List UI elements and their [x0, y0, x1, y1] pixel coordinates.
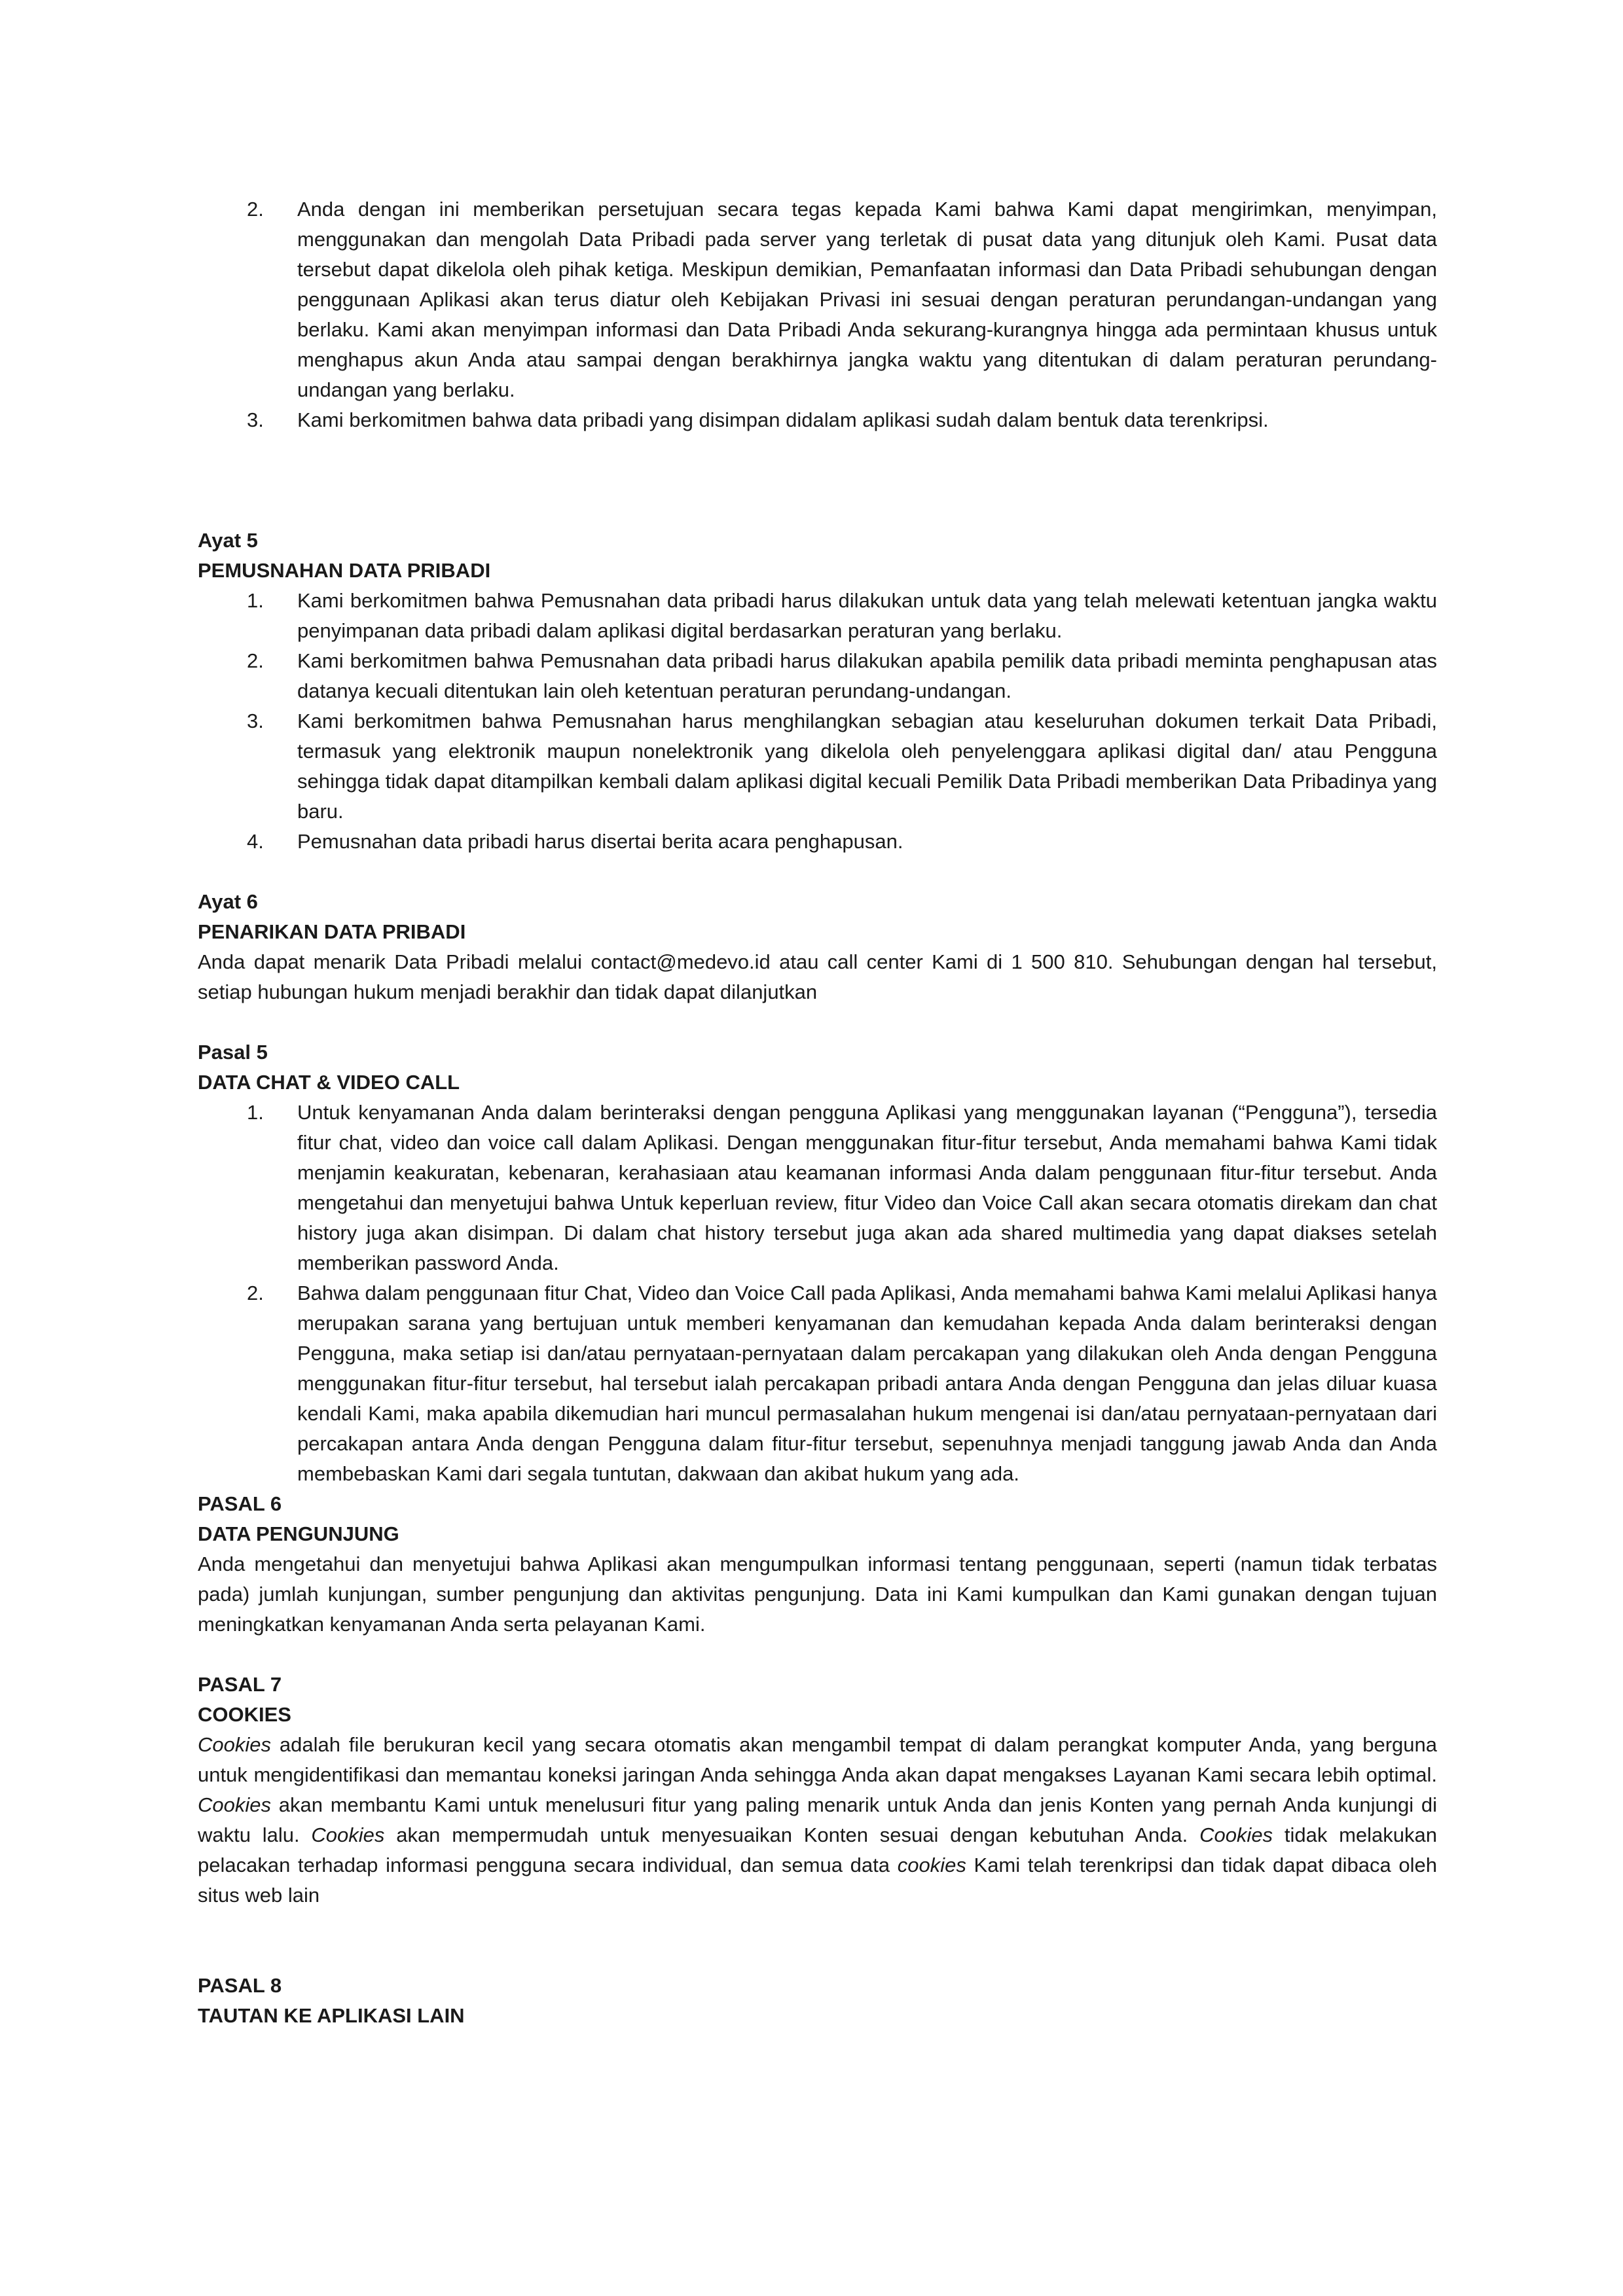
section-body: Anda mengetahui dan menyetujui bahwa Aplikasi akan mengumpulkan informasi tentang penggunaan, seperti (namun tidak terbatas pada) jumlah kunjungan, sumber pengunjung dan aktivitas pengunjung. Data ini Kami kumpulkan dan Kami gunakan dengan tujuan meningkatkan kenyamanan Anda serta pelayanan Kami. — [198, 1552, 1437, 1636]
list-item — [198, 194, 1437, 405]
section-pasal-6 — [198, 1489, 1437, 1640]
cookies-term: Cookies — [198, 1733, 271, 1756]
list-item-text: Pemusnahan data pribadi harus disertai berita acara penghapusan. — [297, 830, 903, 853]
list-item — [198, 1278, 1437, 1489]
list-item-text: Anda dengan ini memberikan persetujuan secara tegas kepada Kami bahwa Kami dapat mengirimkan, menyimpan, menggunakan dan mengolah Data Pribadi pada server yang terletak di pusat data yang ditunjuk oleh Kami. Pusat data tersebut dapat dikelola oleh pihak ketiga. Meskipun demikian, Pemanfaatan informasi dan Data Pribadi sehubungan dengan penggunaan Aplikasi akan terus diatur oleh Kebijakan Privasi ini sesuai dengan peraturan perundangan-undangan yang berlaku. Kami akan menyimpan informasi dan Data Pribadi Anda sekurang-kurangnya hingga ada permintaan khusus untuk menghapus akun Anda atau sampai dengan berakhirnya jangka waktu yang ditentukan di dalam peraturan perundang-undangan yang berlaku. — [297, 198, 1437, 401]
intro-list — [198, 194, 1437, 435]
section-title: DATA CHAT & VIDEO CALL — [198, 1071, 460, 1094]
section-pasal-5 — [198, 1037, 1437, 1489]
list-item — [198, 646, 1437, 706]
section-body: Anda dapat menarik Data Pribadi melalui contact@medevo.id atau call center Kami di 1 500 810. Sehubungan dengan hal tersebut, setiap hubungan hukum menjadi berakhir dan tidak dapat dilanjutkan — [198, 950, 1437, 1003]
body-text: tidak melakukan pelacakan terhadap informasi pengguna secara individual, dan semua data — [198, 1823, 1438, 1876]
list-item-text: Untuk kenyamanan Anda dalam berinteraksi dengan pengguna Aplikasi yang menggunakan layanan (“Pengguna”), tersedia fitur chat, video dan voice call dalam Aplikasi. Dengan menggunakan fitur-fitur tersebut, Anda memahami bahwa Kami tidak menjamin keakuratan, kebenaran, kerahasiaan atau keamanan informasi Anda dalam penggunaan fitur-fitur tersebut. Anda mengetahui dan menyetujui bahwa Untuk keperluan review, fitur Video dan Voice Call akan secara otomatis direkam dan chat history juga akan disimpan. Di dalam chat history tersebut juga akan ada shared multimedia yang dapat diakses setelah memberikan password Anda. — [297, 1101, 1437, 1274]
spacer — [198, 1007, 1437, 1037]
section-label: Ayat 5 — [198, 529, 258, 552]
section-body — [198, 1730, 1437, 1910]
list-item-text: Kami berkomitmen bahwa Pemusnahan data pribadi harus dilakukan untuk data yang telah melewati ketentuan jangka waktu penyimpanan data pribadi dalam aplikasi digital berdasarkan peraturan yang berlaku. — [297, 589, 1437, 642]
body-text: akan membantu Kami untuk menelusuri fitur yang paling menarik untuk Anda dan jenis Konten yang pernah Anda kunjungi di waktu lalu. — [198, 1793, 1437, 1846]
body-text: Kami telah terenkripsi dan tidak dapat dibaca oleh situs web lain — [198, 1854, 1437, 1907]
list-item — [198, 1098, 1437, 1278]
section-label: Pasal 5 — [198, 1041, 268, 1064]
section-label: Ayat 6 — [198, 890, 258, 913]
list-number: 1. — [247, 589, 264, 612]
section-title: PENARIKAN DATA PRIBADI — [198, 920, 466, 943]
pasal-5-list — [198, 1098, 1437, 1489]
cookies-term: Cookies — [311, 1823, 385, 1846]
section-title: COOKIES — [198, 1703, 291, 1726]
section-ayat-6 — [198, 887, 1437, 1007]
list-item-text: Kami berkomitmen bahwa Pemusnahan data pribadi harus dilakukan apabila pemilik data pribadi meminta penghapusan atas datanya kecuali ditentukan lain oleh ketentuan peraturan perundang-undangan. — [297, 649, 1437, 702]
list-item — [198, 405, 1437, 435]
section-title: DATA PENGUNJUNG — [198, 1522, 399, 1545]
list-number: 3. — [247, 408, 264, 431]
ayat-5-list — [198, 586, 1437, 857]
list-item-text: Bahwa dalam penggunaan fitur Chat, Video dan Voice Call pada Aplikasi, Anda memahami bahwa Kami melalui Aplikasi hanya merupakan sarana yang bertujuan untuk memberi kenyamanan dan kemudahan kepada Anda dalam berinteraksi dengan Pengguna, maka setiap isi dan/atau pernyataan-pernyataan dalam percakapan yang dilakukan oleh Anda dengan Pengguna menggunakan fitur-fitur tersebut, hal tersebut ialah percakapan pribadi antara Anda dengan Pengguna dan jelas diluar kuasa kendali Kami, maka apabila dikemudian hari muncul permasalahan hukum mengenai isi dan/atau pernyataan-pernyataan dari percakapan antara Anda dengan Pengguna dalam fitur-fitur tersebut, sepenuhnya menjadi tanggung jawab Anda dan Anda membebaskan Kami dari segala tuntutan, dakwaan dan akibat hukum yang ada. — [297, 1282, 1437, 1485]
list-item-text: Kami berkomitmen bahwa data pribadi yang disimpan didalam aplikasi sudah dalam bentuk data terenkripsi. — [297, 408, 1269, 431]
section-label: PASAL 7 — [198, 1673, 282, 1696]
spacer — [198, 857, 1437, 887]
spacer — [198, 435, 1437, 526]
section-label: PASAL 6 — [198, 1492, 282, 1515]
list-item — [198, 586, 1437, 646]
document-page — [198, 194, 1437, 2031]
list-number: 4. — [247, 830, 264, 853]
section-title: TAUTAN KE APLIKASI LAIN — [198, 2004, 465, 2027]
section-ayat-5 — [198, 526, 1437, 857]
section-label: PASAL 8 — [198, 1974, 282, 1997]
section-title: PEMUSNAHAN DATA PRIBADI — [198, 559, 491, 582]
spacer — [198, 1640, 1437, 1670]
section-pasal-7 — [198, 1670, 1437, 1910]
list-number: 2. — [247, 1282, 264, 1304]
list-item — [198, 827, 1437, 857]
section-pasal-8 — [198, 1971, 1437, 2031]
list-item — [198, 706, 1437, 827]
body-text: akan mempermudah untuk menyesuaikan Konten sesuai dengan kebutuhan Anda. — [384, 1823, 1200, 1846]
body-text: adalah file berukuran kecil yang secara otomatis akan mengambil tempat di dalam perangkat komputer Anda, yang berguna untuk mengidentifikasi dan memantau koneksi jaringan Anda sehingga Anda akan dapat mengakses Layanan Kami secara lebih optimal. — [198, 1733, 1437, 1786]
cookies-term: Cookies — [1199, 1823, 1273, 1846]
list-number: 3. — [247, 709, 264, 732]
list-item-text: Kami berkomitmen bahwa Pemusnahan harus menghilangkan sebagian atau keseluruhan dokumen terkait Data Pribadi, termasuk yang elektronik maupun nonelektronik yang dikelola oleh penyelenggara aplikasi digital dan/ atau Pengguna sehingga tidak dapat ditampilkan kembali dalam aplikasi digital kecuali Pemilik Data Pribadi memberikan Data Pribadinya yang baru. — [297, 709, 1437, 823]
spacer — [198, 1910, 1437, 1971]
cookies-term: Cookies — [198, 1793, 271, 1816]
list-number: 2. — [247, 649, 264, 672]
cookies-term: cookies — [897, 1854, 966, 1876]
list-number: 2. — [247, 198, 264, 221]
list-number: 1. — [247, 1101, 264, 1124]
